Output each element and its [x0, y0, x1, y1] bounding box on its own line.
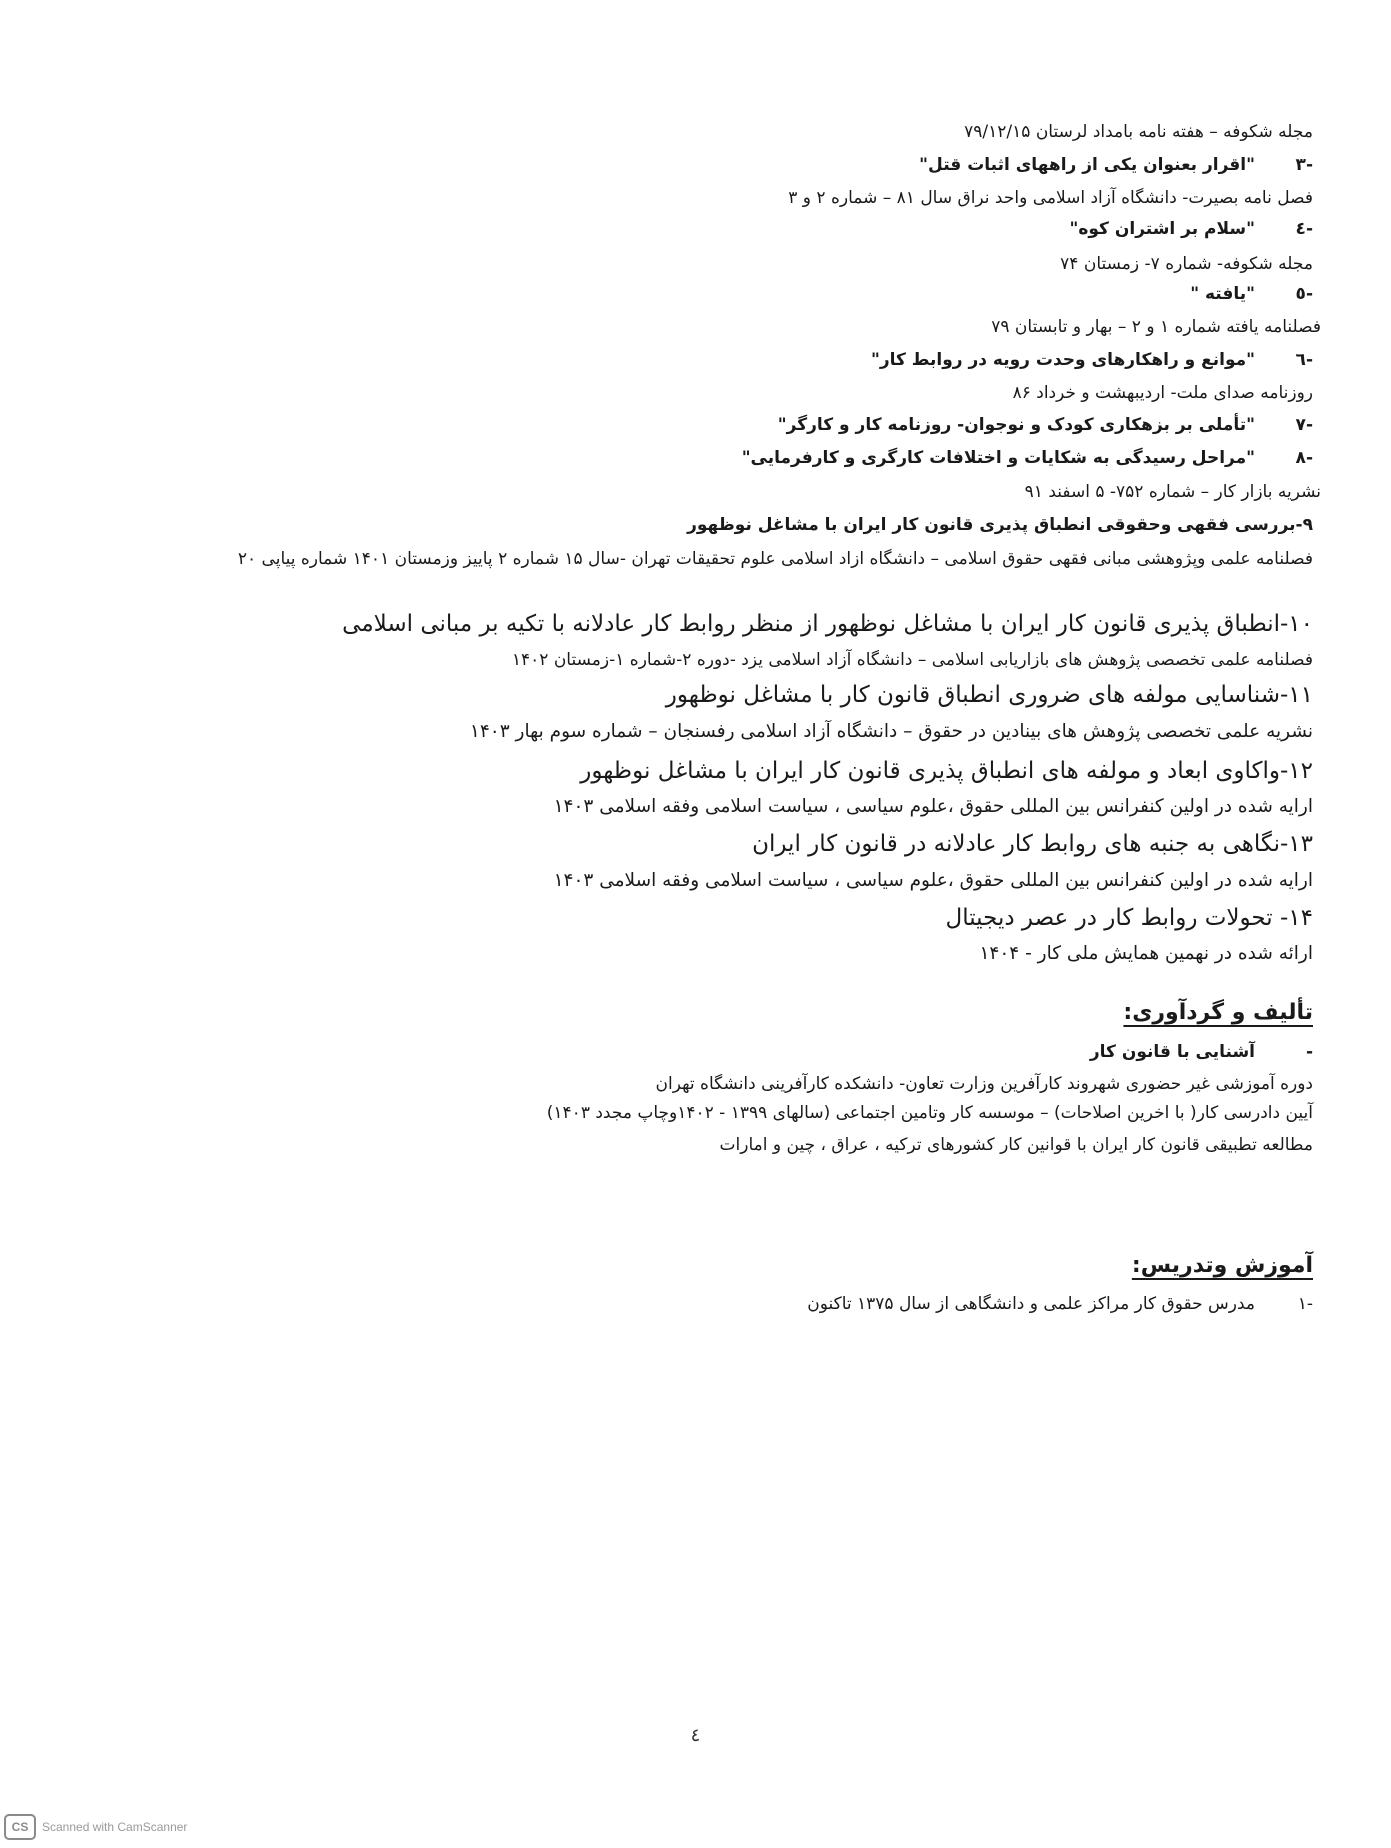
item-number: -٧: [1295, 415, 1313, 435]
article-title: "موانع و راهکارهای وحدت رویه در روابط کار": [870, 350, 1255, 370]
bullet: -: [1305, 1042, 1313, 1062]
article-10-title: ۱۰-انطباق پذیری قانون کار ایران با مشاغل نوظهور از منظر روابط کار عادلانه با تکیه بر مبانی اسلامی: [342, 611, 1313, 637]
article-12-title: ۱۲-واکاوی ابعاد و مولفه های انطباق پذیری قانون کار ایران با مشاغل نوظهور: [580, 758, 1313, 784]
article-title: "اقرار بعنوان یکی از راههای اثبات قتل": [919, 155, 1255, 175]
article-title: "یافته ": [1190, 284, 1255, 304]
article-11-title: ۱۱-شناسایی مولفه های ضروری انطباق قانون کار با مشاغل نوظهور: [665, 682, 1313, 708]
teaching-text: مدرس حقوق کار مراکز علمی و دانشگاهی از سال ۱۳۷۵ تاکنون: [807, 1294, 1255, 1314]
book-title: آشنایی با قانون کار: [1089, 1042, 1255, 1062]
scanner-text: Scanned with CamScanner: [42, 1820, 188, 1834]
source-line: روزنامه صدای ملت- اردیبهشت و خرداد ۸۶: [1012, 383, 1313, 403]
source-line: مجله شکوفه – هفته نامه بامداد لرستان ۷۹/۱۲/۱۵: [964, 122, 1313, 142]
item-number: -۱: [1297, 1294, 1313, 1314]
section-heading-authoring: تألیف و گردآوری:: [1123, 1000, 1313, 1025]
book-item: [193, 1040, 1313, 1064]
article-7: [193, 413, 1313, 437]
article-4: [193, 217, 1313, 241]
article-8: [193, 446, 1313, 470]
article-14-title: ۱۴- تحولات روابط کار در عصر دیجیتال: [945, 905, 1313, 931]
article-5: [193, 282, 1313, 306]
article-title: "سلام بر اشتران کوه": [1069, 219, 1255, 239]
section-heading-teaching: آموزش وتدریس:: [1131, 1253, 1313, 1278]
source-line: ارایه شده در اولین کنفرانس بین المللی حقوق ،علوم سیاسی ، سیاست اسلامی وفقه اسلامی ۱۴۰۳: [553, 796, 1313, 817]
page-number: ٤: [690, 1725, 701, 1746]
article-3: [193, 153, 1313, 177]
source-line: ارایه شده در اولین کنفرانس بین المللی حقوق ،علوم سیاسی ، سیاست اسلامی وفقه اسلامی ۱۴۰۳: [553, 870, 1313, 891]
source-line: فصل نامه بصیرت- دانشگاه آزاد اسلامی واحد نراق سال ۸۱ – شماره ۲ و ۳: [788, 188, 1313, 208]
item-number: -٤: [1295, 219, 1313, 239]
book-line: آیین دادرسی کار( با اخرین اصلاحات) – موسسه کار وتامین اجتماعی (سالهای ۱۳۹۹ - ۱۴۰۲وچاپ مجدد ۱۴۰۳): [546, 1103, 1313, 1123]
item-number: -٥: [1295, 284, 1313, 304]
item-number: -٦: [1295, 350, 1313, 370]
book-line: مطالعه تطبیقی قانون کار ایران با قوانین کار کشورهای ترکیه ، عراق ، چین و امارات: [719, 1135, 1313, 1155]
camscanner-logo: CS: [4, 1814, 36, 1840]
source-line: نشریه بازار کار – شماره ۷۵۲- ۵ اسفند ۹۱: [1024, 482, 1321, 502]
source-line: نشریه علمی تخصصی پژوهش های بینادین در حقوق – دانشگاه آزاد اسلامی رفسنجان – شماره سوم بهار ۱۴۰۳: [469, 721, 1313, 742]
source-line: ارائه شده در نهمین همایش ملی کار - ۱۴۰۴: [979, 943, 1313, 964]
item-number: -٣: [1295, 155, 1313, 175]
source-line: فصلنامه یافته شماره ۱ و ۲ – بهار و تابستان ۷۹: [991, 317, 1321, 337]
article-title: "تأملی بر بزهکاری کودک و نوجوان- روزنامه کار و کارگر": [777, 415, 1255, 435]
source-line: فصلنامه علمی وپژوهشی مبانی فقهی حقوق اسلامی – دانشگاه ازاد اسلامی علوم تحقیقات تهران -سال ۱۵ شماره ۲ پاییز وزمستان ۱۴۰۱ شماره پیاپی ۲۰: [237, 549, 1313, 569]
article-9-title: ۹-بررسی فقهی وحقوقی انطباق پذیری قانون کار ایران با مشاغل نوظهور: [687, 515, 1313, 535]
source-line: فصلنامه علمی تخصصی پژوهش های بازاریابی اسلامی – دانشگاه آزاد اسلامی یزد -دوره ۲-شماره ۱-زمستان ۱۴۰۲: [511, 650, 1313, 670]
book-line: دوره آموزشی غیر حضوری شهروند کارآفرین وزارت تعاون- دانشکده کارآفرینی دانشگاه تهران: [655, 1074, 1313, 1094]
teaching-item: [193, 1292, 1313, 1316]
article-title: "مراحل رسیدگی به شکایات و اختلافات کارگری و کارفرمایی": [741, 448, 1255, 468]
article-6: [193, 348, 1313, 372]
item-number: -٨: [1295, 448, 1313, 468]
scanner-watermark: [4, 1814, 187, 1840]
source-line: مجله شکوفه- شماره ۷- زمستان ۷۴: [1060, 254, 1313, 274]
article-13-title: ۱۳-نگاهی به جنبه های روابط کار عادلانه در قانون کار ایران: [752, 831, 1313, 857]
